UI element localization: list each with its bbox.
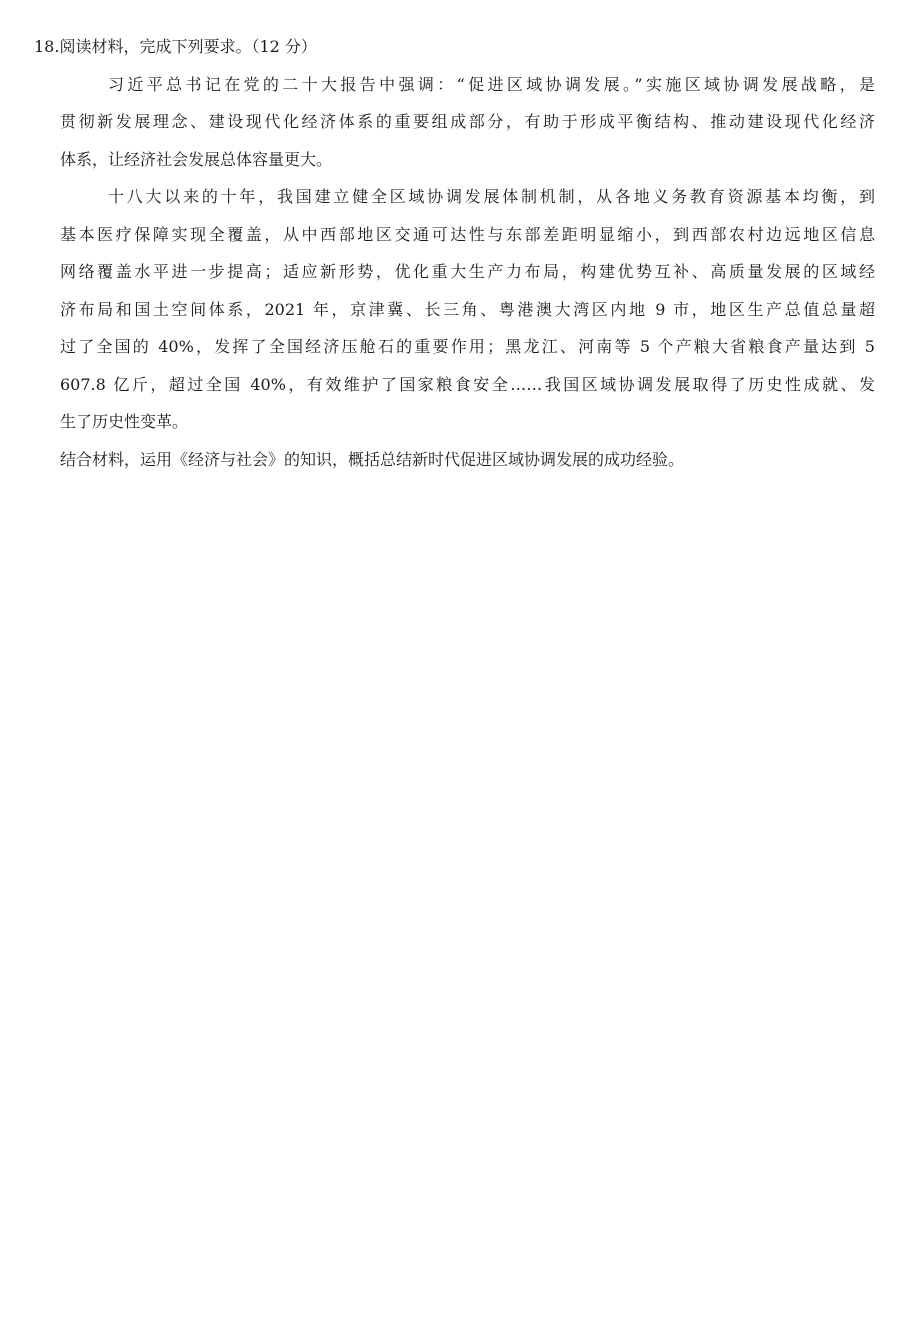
paragraph-line: 习近平总书记在党的二十大报告中强调：“促进区域协调发展。”实施区域协调发展战略，是 (108, 74, 875, 94)
paragraph-line: 济布局和国土空间体系，2021 年，京津冀、长三角、粤港澳大湾区内地 9 市，地区生产总值总量超 (60, 299, 875, 319)
paragraph-line: 十八大以来的十年，我国建立健全区域协调发展体制机制，从各地义务教育资源基本均衡，到 (108, 187, 875, 206)
paragraph-line: 基本医疗保障实现全覆盖，从中西部地区交通可达性与东部差距明显缩小，到西部农村边远地区信息 (60, 224, 875, 244)
task-instruction: 结合材料，运用《经济与社会》的知识，概括总结新时代促进区域协调发展的成功经验。 (60, 449, 685, 469)
paragraph-line: 生了历史性变革。 (60, 412, 189, 431)
material-paragraph-1 (60, 66, 875, 179)
paragraph-line: 607.8 亿斤，超过全国 40%，有效维护了国家粮食安全……我国区域协调发展取得了历史性成就、发 (60, 374, 875, 394)
paragraph-line: 贯彻新发展理念、建设现代化经济体系的重要组成部分，有助于形成平衡结构、推动建设现代化经济 (60, 112, 875, 131)
question-18 (34, 28, 875, 478)
paragraph-line: 过了全国的 40%，发挥了全国经济压舱石的重要作用；黑龙江、河南等 5 个产粮大省粮食产量达到 5 (60, 337, 875, 356)
question-heading: 18.阅读材料，完成下列要求。（12 分） (34, 37, 317, 56)
paragraph-line: 网络覆盖水平进一步提高；适应新形势，优化重大生产力布局，构建优势互补、高质量发展的区域经 (60, 262, 875, 281)
paragraph-line: 体系，让经济社会发展总体容量更大。 (60, 149, 333, 169)
material-paragraph-2 (60, 178, 875, 441)
